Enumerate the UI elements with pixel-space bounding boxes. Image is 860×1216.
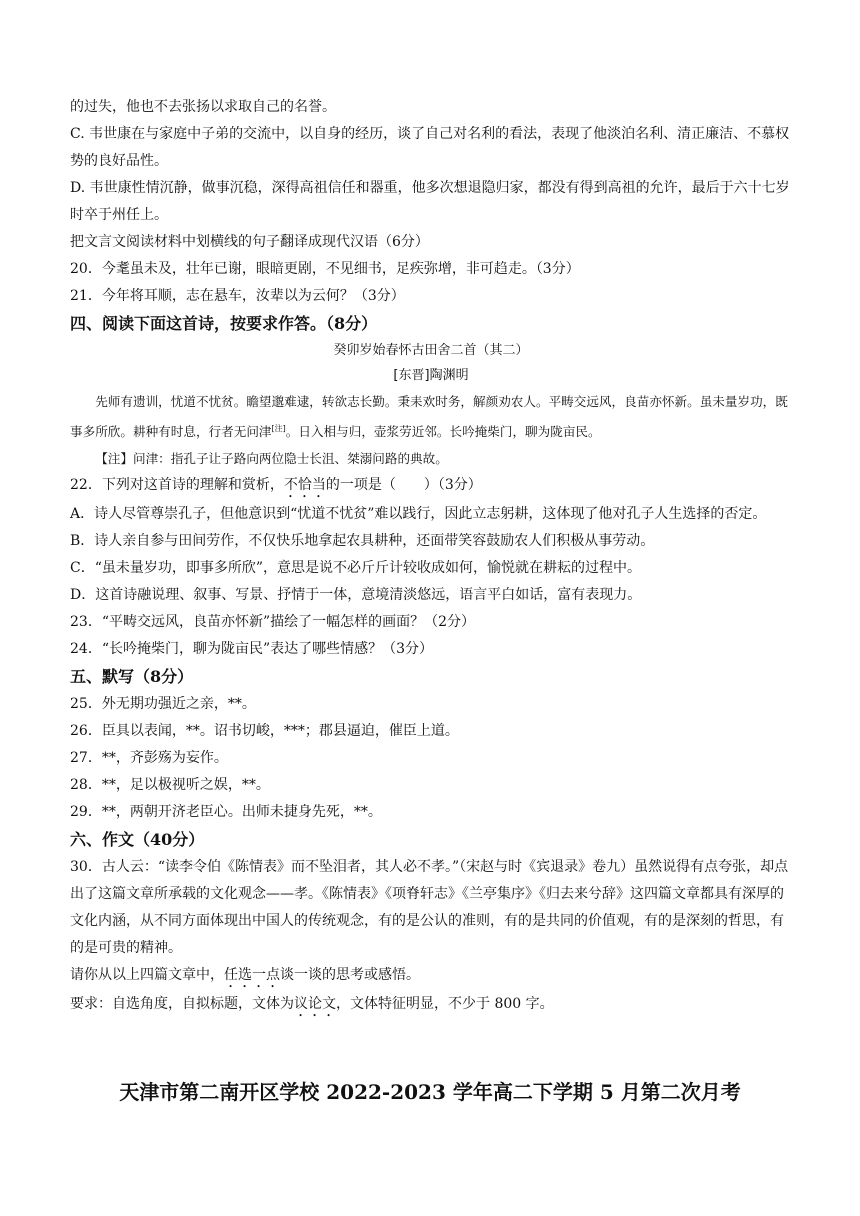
question-30: 30．古人云：“读李令伯《陈情表》而不坠泪者，其人必不孝。”（宋赵与时《宾退录》卷九）虽然说得有点夸张，却点出了这篇文章所承载的文化观念——孝。《陈情表》《项脊轩志》《兰亭集序》《归去来兮辞》这四篇文章都具有深厚的文化内涵，从不同方面体现出中国人的传统观念，有的是公认的准则，有的是共同的价值观，有的是深刻的哲思，有的是可贵的精神。	[70, 859, 789, 957]
q22-emphasis: 不恰当	[283, 477, 326, 494]
option-d: D．这首诗融说理、叙事、写景、抒情于一体，意境清淡悠远，语言平白如话，富有表现力。	[70, 587, 642, 604]
option-d-prev: D. 韦世康性情沉静，做事沉稳，深得高祖信任和器重，他多次想退隐归家，都没有得到高祖的允许，最后于六十七岁时卒于州任上。	[70, 180, 790, 223]
q22-prefix: 22．下列对这首诗的理解和赏析，	[70, 477, 284, 494]
essay-requirements	[70, 991, 792, 1020]
prompt-prefix: 请你从以上四篇文章中，	[70, 967, 224, 984]
poem-title: 癸卯岁始春怀古田舍二首（其二）	[333, 343, 529, 358]
poem-text-part1: 先师有遗训，忧道不忧贫。瞻望邈难逮，转欲志长勤。秉耒欢时务，解颜劝农人。平畴交远风，良苗亦怀新。虽未量岁功，既事多所欣。耕种有时息，行者无问津	[70, 394, 788, 440]
translation-instruction: 把文言文阅读材料中划横线的句子翻译成现代汉语（6分）	[70, 234, 429, 250]
question-28: 28．**，足以极视听之娱，**。	[70, 777, 270, 794]
question-27: 27．**，齐彭殇为妄作。	[70, 750, 228, 767]
question-29: 29．**，两朝开济老臣心。出师未捷身先死，**。	[70, 804, 382, 821]
prompt-emphasis: 任选一点	[224, 967, 280, 984]
poem-author: [东晋]陶渊明	[393, 368, 469, 383]
req-emphasis: 议论文	[294, 996, 336, 1013]
poem-text-part2: 。日入相与归，壶浆劳近邻。长吟掩柴门，聊为陇亩民。	[285, 424, 601, 440]
text-line: 的过失，他也不去张扬以求取自己的名誉。	[70, 99, 336, 115]
question-21: 21．今年将耳顺，志在悬车，汝辈以为云何？（3分）	[70, 288, 405, 304]
option-b: B．诗人亲自参与田间劳作，不仅快乐地拿起农具耕种，还面带笑容鼓励农人们积极从事劳动。	[70, 533, 655, 550]
question-20: 20．今耄虽未及，壮年已谢，眼暗更剧，不见细书，足疾弥增，非可趋走。（3分）	[70, 261, 580, 277]
question-22	[70, 472, 792, 501]
section-4-heading: 四、阅读下面这首诗，按要求作答。（8分）	[70, 314, 378, 333]
essay-prompt	[70, 962, 792, 991]
section-5-heading: 五、默写（8分）	[70, 667, 194, 687]
q22-suffix: 的一项是（ ）（3分）	[325, 477, 482, 494]
option-c: C．“虽未量岁功，即事多所欣”，意思是说不必斤斤计较收成如何，愉悦就在耕耘的过程中。	[70, 560, 642, 577]
section-6-heading: 六、作文（40分）	[70, 830, 205, 850]
question-26: 26．臣具以表闻，**。诏书切峻，***；郡县逼迫，催臣上道。	[70, 723, 459, 740]
option-a: A．诗人尽管尊崇孔子，但他意识到“忧道不忧贫”难以践行，因此立志躬耕，这体现了他对孔子人生选择的否定。	[70, 506, 767, 523]
prompt-suffix: 谈一谈的思考或感悟。	[280, 967, 420, 984]
req-prefix: 要求：自选角度，自拟标题，文体为	[70, 996, 294, 1013]
exam-footer-title: 天津市第二南开区学校 2022-2023 学年高二下学期 5 月第二次月考	[119, 1080, 741, 1104]
option-c-prev: C. 韦世康在与家庭中子弟的交流中，以自身的经历，谈了自己对名利的看法，表现了他淡泊名利、清正廉洁、不慕权势的良好品性。	[70, 126, 790, 169]
question-24: 24．“长吟掩柴门，聊为陇亩民”表达了哪些情感？（3分）	[70, 641, 434, 658]
poem-text	[70, 388, 792, 445]
question-25: 25．外无期功强近之亲，**。	[70, 696, 256, 713]
req-suffix: ，文体特征明显，不少于 800 字。	[336, 996, 554, 1013]
poem-note: 【注】问津：指孔子让子路向两位隐士长沮、桀溺问路的典故。	[95, 451, 448, 467]
question-23: 23．“平畴交远风，良苗亦怀新”描绘了一幅怎样的画面？（2分）	[70, 614, 476, 631]
note-marker: [注]	[271, 424, 286, 433]
exam-page	[70, 94, 792, 1020]
